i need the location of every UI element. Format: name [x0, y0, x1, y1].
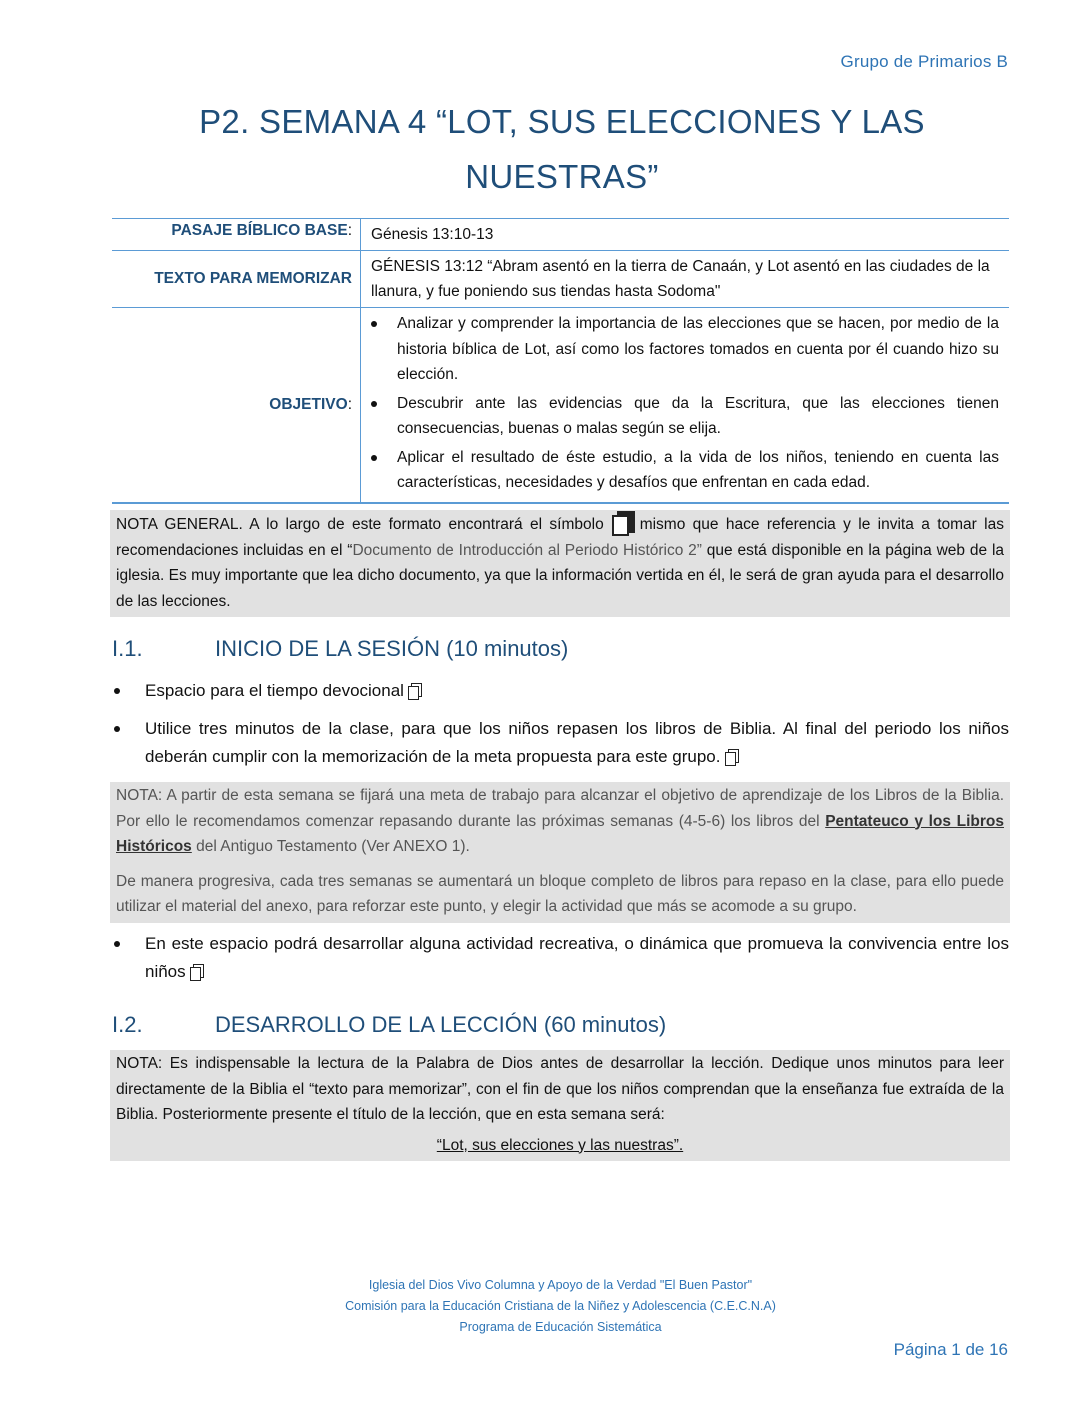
document-copy-icon: [408, 683, 421, 698]
objetivo-label: OBJETIVO:: [112, 308, 361, 503]
texto-value: GÉNESIS 13:12 “Abram asentó en la tierra de Canaán, y Lot asentó en las ciudades de la llanura, y fue poniendo sus tiendas hasta Sodoma": [371, 258, 990, 300]
document-copy-icon: [612, 511, 632, 533]
list-item: En este espacio podrá desarrollar alguna actividad recreativa, o dinámica que promueva la convivencia entre los niños: [112, 930, 1009, 986]
nota-general: NOTA GENERAL. A lo largo de este formato encontrará el símbolo mismo que hace referencia y le invita a tomar las recomendaciones incluidas en el “Documento de Introducción al Periodo Histórico 2” que está disponible en la página web de la iglesia. Es muy importante que lea dicho documento, ya que la información vertida en él, le será de gran ayuda para el desarrollo de las lecciones.: [110, 510, 1010, 617]
section-heading-inicio: I.1. INICIO DE LA SESIÓN (10 minutos): [112, 636, 569, 661]
pentateuco-reference: Pentateuco y los Libros Históricos: [116, 812, 1004, 855]
document-copy-icon: [190, 964, 203, 979]
objetivo-item: Analizar y comprender la importancia de las elecciones que se hacen, por medio de la historia bíblica de Lot, así como los factores tomados en cuenta por él cuando hizo su elección.: [371, 311, 999, 388]
pasaje-value: Génesis 13:10-13: [371, 226, 494, 243]
texto-label: TEXTO PARA MEMORIZAR: [112, 251, 361, 308]
nota-progresiva: De manera progresiva, cada tres semanas se aumentará un bloque completo de libros para repaso en la clase, para ello puede utilizar el material del anexo, para reforzar este punto, y elegir la actividad que más se acomode a su grupo.: [116, 872, 1004, 915]
list-item: Utilice tres minutos de la clase, para que los niños repasen los libros de Biblia. Al final del periodo los niños deberán cumplir con la memorización de la meta propuesta para este grupo.: [112, 715, 1009, 771]
objetivos-list: [371, 311, 999, 496]
section-heading-desarrollo: I.2. DESARROLLO DE LA LECCIÓN (60 minutos): [112, 1012, 667, 1037]
objetivo-item: Aplicar el resultado de éste estudio, a la vida de los niños, teniendo en cuenta las características, necesidades y desafíos que enfrentan en cada edad.: [371, 445, 999, 496]
nota-libros-biblia: NOTA: A partir de esta semana se fijará una meta de trabajo para alcanzar el objetivo de aprendizaje de los Libros de la Biblia. Por ello le recomendamos comenzar repasando durante las próximas semanas (4-5-6) los libros del Pentateuco y los Libros Históricos del Antiguo Testamento (Ver ANEXO 1). De manera progresiva, cada tres semanas se aumentará un bloque completo de libros para repaso en la clase, para ello puede utilizar el material del anexo, para reforzar este punto, y elegir la actividad que más se acomode a su grupo.: [110, 782, 1010, 923]
document-copy-icon: [725, 749, 738, 764]
objetivo-cell: [361, 308, 1010, 503]
inicio-bullets: [112, 677, 1009, 771]
title-line-1: P2. SEMANA 4 “LOT, SUS ELECCIONES Y LAS: [199, 103, 925, 140]
footer-program: Programa de Educación Sistemática: [459, 1320, 662, 1334]
footer-commission: Comisión para la Educación Cristiana de la Niñez y Adolescencia (C.E.C.N.A): [345, 1299, 776, 1313]
objetivo-item: Descubrir ante las evidencias que da la Escritura, que las elecciones tienen consecuencias, buenas o malas según se elija.: [371, 391, 999, 442]
nota-lectura: NOTA: Es indispensable la lectura de la Palabra de Dios antes de desarrollar la lección. Dedique unos minutos para leer directamente de la Biblia el “texto para memorizar”, con el fin de que los niños comprendan que la enseñanza fue extraída de la Biblia. Posteriormente presente el título de la lección, que en esta semana será: “Lot, sus elecciones y las nuestras”.: [110, 1050, 1010, 1161]
footer: [112, 1275, 1009, 1338]
footer-church: Iglesia del Dios Vivo Columna y Apoyo de la Verdad "El Buen Pastor": [368, 1278, 753, 1292]
list-item: Espacio para el tiempo devocional: [112, 677, 1009, 705]
lesson-info-table: [112, 218, 1009, 504]
group-header: Grupo de Primarios B: [840, 52, 1008, 71]
page-title: [112, 94, 1012, 204]
actividad-bullets: [112, 930, 1009, 986]
lesson-title-line: “Lot, sus elecciones y las nuestras”.: [436, 1136, 684, 1154]
pasaje-label: PASAJE BÍBLICO BASE:: [112, 219, 361, 251]
page-number: Página 1 de 16: [893, 1340, 1008, 1359]
intro-document-reference: Documento de Introducción al Periodo Histórico 2”: [352, 541, 702, 559]
title-line-2: NUESTRAS”: [465, 158, 659, 195]
